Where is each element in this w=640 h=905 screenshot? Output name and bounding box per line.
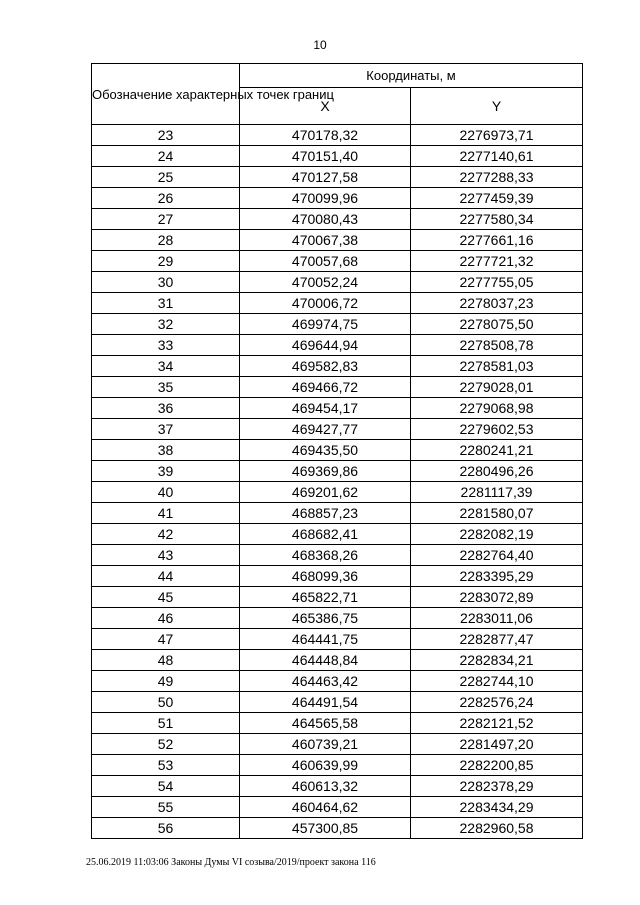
table-row <box>92 398 583 419</box>
x-coordinate-cell: 469974,75 <box>240 314 411 335</box>
x-coordinate-cell: 469644,94 <box>240 335 411 356</box>
y-coordinate-cell: 2277755,05 <box>411 272 583 293</box>
x-coordinate-cell: 470099,96 <box>240 188 411 209</box>
x-coordinate-cell: 465822,71 <box>240 587 411 608</box>
x-coordinate-cell: 464565,58 <box>240 713 411 734</box>
y-coordinate-cell: 2282960,58 <box>411 818 583 839</box>
y-coordinate-cell: 2282744,10 <box>411 671 583 692</box>
table-row <box>92 482 583 503</box>
point-number-cell: 44 <box>92 566 240 587</box>
y-coordinate-cell: 2282877,47 <box>411 629 583 650</box>
table-row <box>92 335 583 356</box>
table-row <box>92 356 583 377</box>
table-row <box>92 545 583 566</box>
y-coordinate-cell: 2276973,71 <box>411 125 583 146</box>
table-row <box>92 566 583 587</box>
x-coordinate-cell: 460739,21 <box>240 734 411 755</box>
point-number-cell: 50 <box>92 692 240 713</box>
point-number-cell: 28 <box>92 230 240 251</box>
x-coordinate-cell: 469427,77 <box>240 419 411 440</box>
header-coordinates: Координаты, м <box>240 64 583 88</box>
y-coordinate-cell: 2279028,01 <box>411 377 583 398</box>
point-number-cell: 52 <box>92 734 240 755</box>
point-number-cell: 48 <box>92 650 240 671</box>
point-number-cell: 30 <box>92 272 240 293</box>
point-number-cell: 49 <box>92 671 240 692</box>
coordinates-table <box>91 63 583 839</box>
y-coordinate-cell: 2277721,32 <box>411 251 583 272</box>
point-number-cell: 25 <box>92 167 240 188</box>
table-row <box>92 692 583 713</box>
x-coordinate-cell: 470067,38 <box>240 230 411 251</box>
point-number-cell: 23 <box>92 125 240 146</box>
table-row <box>92 209 583 230</box>
y-coordinate-cell: 2281117,39 <box>411 482 583 503</box>
x-coordinate-cell: 469201,62 <box>240 482 411 503</box>
point-number-cell: 35 <box>92 377 240 398</box>
y-coordinate-cell: 2278508,78 <box>411 335 583 356</box>
y-coordinate-cell: 2277459,39 <box>411 188 583 209</box>
y-coordinate-cell: 2282834,21 <box>411 650 583 671</box>
x-coordinate-cell: 470057,68 <box>240 251 411 272</box>
table-row <box>92 125 583 146</box>
x-coordinate-cell: 460464,62 <box>240 797 411 818</box>
y-coordinate-cell: 2283434,29 <box>411 797 583 818</box>
page-number: 10 <box>313 38 327 52</box>
table-row <box>92 251 583 272</box>
point-number-cell: 54 <box>92 776 240 797</box>
point-number-cell: 53 <box>92 755 240 776</box>
table-row <box>92 776 583 797</box>
point-number-cell: 47 <box>92 629 240 650</box>
x-coordinate-cell: 464448,84 <box>240 650 411 671</box>
x-coordinate-cell: 470052,24 <box>240 272 411 293</box>
point-number-cell: 27 <box>92 209 240 230</box>
table-row <box>92 755 583 776</box>
y-coordinate-cell: 2282764,40 <box>411 545 583 566</box>
x-coordinate-cell: 469454,17 <box>240 398 411 419</box>
y-coordinate-cell: 2282378,29 <box>411 776 583 797</box>
point-number-cell: 55 <box>92 797 240 818</box>
point-number-cell: 34 <box>92 356 240 377</box>
x-coordinate-cell: 457300,85 <box>240 818 411 839</box>
x-coordinate-cell: 469435,50 <box>240 440 411 461</box>
x-coordinate-cell: 470178,32 <box>240 125 411 146</box>
table-row <box>92 461 583 482</box>
table-row <box>92 629 583 650</box>
table-row <box>92 377 583 398</box>
y-coordinate-cell: 2278075,50 <box>411 314 583 335</box>
y-coordinate-cell: 2282121,52 <box>411 713 583 734</box>
y-coordinate-cell: 2280241,21 <box>411 440 583 461</box>
table-row <box>92 650 583 671</box>
point-number-cell: 51 <box>92 713 240 734</box>
y-coordinate-cell: 2281497,20 <box>411 734 583 755</box>
table-row <box>92 713 583 734</box>
header-x: X <box>240 88 411 125</box>
table-row <box>92 818 583 839</box>
table-body <box>92 125 583 839</box>
y-coordinate-cell: 2278037,23 <box>411 293 583 314</box>
x-coordinate-cell: 465386,75 <box>240 608 411 629</box>
x-coordinate-cell: 464441,75 <box>240 629 411 650</box>
table-row <box>92 293 583 314</box>
x-coordinate-cell: 460613,32 <box>240 776 411 797</box>
x-coordinate-cell: 468368,26 <box>240 545 411 566</box>
x-coordinate-cell: 470080,43 <box>240 209 411 230</box>
point-number-cell: 46 <box>92 608 240 629</box>
point-number-cell: 26 <box>92 188 240 209</box>
x-coordinate-cell: 470151,40 <box>240 146 411 167</box>
x-coordinate-cell: 470127,58 <box>240 167 411 188</box>
x-coordinate-cell: 464463,42 <box>240 671 411 692</box>
x-coordinate-cell: 469582,83 <box>240 356 411 377</box>
header-y: Y <box>411 88 583 125</box>
header-row-1 <box>92 64 583 88</box>
y-coordinate-cell: 2282576,24 <box>411 692 583 713</box>
table-row <box>92 146 583 167</box>
point-number-cell: 39 <box>92 461 240 482</box>
point-number-cell: 29 <box>92 251 240 272</box>
table-row <box>92 230 583 251</box>
table-row <box>92 188 583 209</box>
table-row <box>92 734 583 755</box>
table-row <box>92 587 583 608</box>
point-number-cell: 36 <box>92 398 240 419</box>
point-number-cell: 42 <box>92 524 240 545</box>
point-number-cell: 33 <box>92 335 240 356</box>
table-row <box>92 797 583 818</box>
point-number-cell: 24 <box>92 146 240 167</box>
table-row <box>92 419 583 440</box>
y-coordinate-cell: 2283072,89 <box>411 587 583 608</box>
y-coordinate-cell: 2278581,03 <box>411 356 583 377</box>
y-coordinate-cell: 2282200,85 <box>411 755 583 776</box>
point-number-cell: 41 <box>92 503 240 524</box>
y-coordinate-cell: 2279068,98 <box>411 398 583 419</box>
table-row <box>92 524 583 545</box>
y-coordinate-cell: 2280496,26 <box>411 461 583 482</box>
y-coordinate-cell: 2277288,33 <box>411 167 583 188</box>
table-row <box>92 503 583 524</box>
x-coordinate-cell: 469369,86 <box>240 461 411 482</box>
y-coordinate-cell: 2277661,16 <box>411 230 583 251</box>
point-number-cell: 31 <box>92 293 240 314</box>
header-point-designation: Обозначение характерных точек границ <box>92 64 240 125</box>
footer-path: 25.06.2019 11:03:06 Законы Думы VI созыва/2019/проект закона 116 <box>86 857 376 868</box>
y-coordinate-cell: 2277140,61 <box>411 146 583 167</box>
x-coordinate-cell: 470006,72 <box>240 293 411 314</box>
point-number-cell: 45 <box>92 587 240 608</box>
point-number-cell: 40 <box>92 482 240 503</box>
x-coordinate-cell: 468682,41 <box>240 524 411 545</box>
x-coordinate-cell: 464491,54 <box>240 692 411 713</box>
table-row <box>92 167 583 188</box>
x-coordinate-cell: 469466,72 <box>240 377 411 398</box>
y-coordinate-cell: 2283011,06 <box>411 608 583 629</box>
x-coordinate-cell: 468099,36 <box>240 566 411 587</box>
point-number-cell: 38 <box>92 440 240 461</box>
table-row <box>92 671 583 692</box>
y-coordinate-cell: 2281580,07 <box>411 503 583 524</box>
y-coordinate-cell: 2277580,34 <box>411 209 583 230</box>
x-coordinate-cell: 468857,23 <box>240 503 411 524</box>
table-row <box>92 608 583 629</box>
point-number-cell: 37 <box>92 419 240 440</box>
y-coordinate-cell: 2279602,53 <box>411 419 583 440</box>
y-coordinate-cell: 2282082,19 <box>411 524 583 545</box>
table-row <box>92 272 583 293</box>
point-number-cell: 32 <box>92 314 240 335</box>
table-row <box>92 440 583 461</box>
x-coordinate-cell: 460639,99 <box>240 755 411 776</box>
point-number-cell: 43 <box>92 545 240 566</box>
y-coordinate-cell: 2283395,29 <box>411 566 583 587</box>
table-row <box>92 314 583 335</box>
point-number-cell: 56 <box>92 818 240 839</box>
